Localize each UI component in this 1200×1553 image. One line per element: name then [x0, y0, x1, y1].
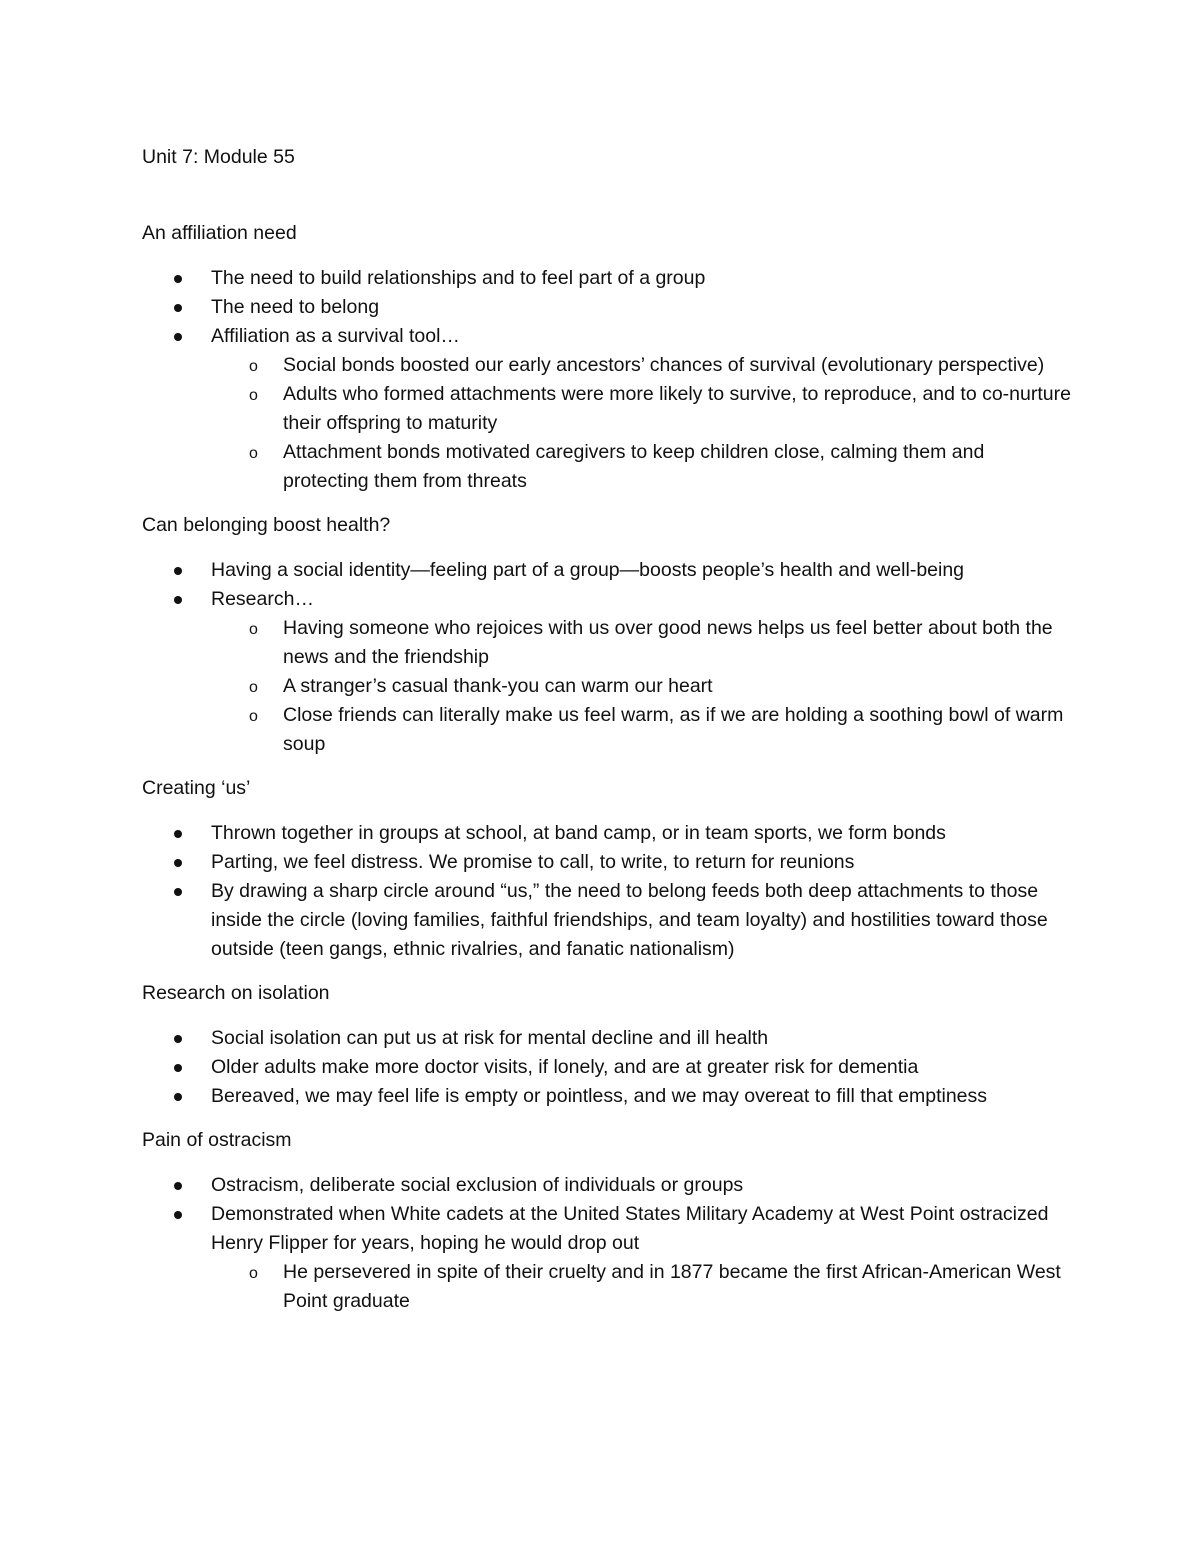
bullet-text: Demonstrated when White cadets at the United States Military Academy at West Point ostracized Henry Flipper for years, hoping he would drop out	[211, 1203, 1049, 1254]
sub-bullet-text: Attachment bonds motivated caregivers to keep children close, calming them and protecting them from threats	[283, 441, 985, 492]
bullet-dot-icon	[174, 304, 182, 312]
bullet-list	[142, 1024, 1072, 1111]
bullet-item	[142, 293, 1072, 322]
bullet-item	[142, 322, 1072, 496]
bullet-item	[142, 848, 1072, 877]
bullet-dot-icon	[174, 859, 182, 867]
sub-bullet-item	[211, 672, 1072, 701]
circle-bullet-icon: o	[249, 679, 258, 696]
bullet-text: Having a social identity—feeling part of a group—boosts people’s health and well-being	[211, 559, 965, 581]
sub-bullet-list	[211, 351, 1072, 496]
bullet-list	[142, 556, 1072, 759]
section	[142, 1126, 1072, 1316]
bullet-item	[142, 556, 1072, 585]
bullet-text: Parting, we feel distress. We promise to call, to write, to return for reunions	[211, 851, 855, 873]
sub-bullet-item	[211, 380, 1072, 438]
bullet-list	[142, 819, 1072, 964]
bullet-item	[142, 585, 1072, 759]
sub-bullet-text: Social bonds boosted our early ancestors’ chances of survival (evolutionary perspective)	[283, 354, 1045, 376]
bullet-text: Older adults make more doctor visits, if lonely, and are at greater risk for dementia	[211, 1056, 919, 1078]
bullet-text: Social isolation can put us at risk for mental decline and ill health	[211, 1027, 769, 1049]
bullet-dot-icon	[174, 596, 182, 604]
circle-bullet-icon: o	[249, 358, 258, 375]
bullet-dot-icon	[174, 333, 182, 341]
bullet-text: Bereaved, we may feel life is empty or pointless, and we may overeat to fill that emptiness	[211, 1085, 988, 1107]
section	[142, 511, 1072, 759]
section-heading: Can belonging boost health?	[142, 514, 391, 536]
sub-bullet-item	[211, 614, 1072, 672]
document-body	[142, 143, 1072, 1331]
circle-bullet-icon: o	[249, 445, 258, 462]
bullet-dot-icon	[174, 1211, 182, 1219]
section-heading: Research on isolation	[142, 982, 330, 1004]
bullet-dot-icon	[174, 830, 182, 838]
bullet-item	[142, 1053, 1072, 1082]
sub-bullet-text: He persevered in spite of their cruelty and in 1877 became the first African-American West Point graduate	[283, 1261, 1061, 1312]
sub-bullet-item	[211, 438, 1072, 496]
bullet-item	[142, 1024, 1072, 1053]
bullet-dot-icon	[174, 1093, 182, 1101]
bullet-dot-icon	[174, 275, 182, 283]
bullet-item	[142, 1200, 1072, 1316]
section-heading: An affiliation need	[142, 222, 297, 244]
circle-bullet-icon: o	[249, 708, 258, 725]
sub-bullet-list	[211, 1258, 1072, 1316]
document-title: Unit 7: Module 55	[142, 146, 295, 168]
circle-bullet-icon: o	[249, 387, 258, 404]
section	[142, 774, 1072, 964]
sub-bullet-item	[211, 351, 1072, 380]
sub-bullet-item	[211, 701, 1072, 759]
section-list	[142, 219, 1072, 1316]
bullet-dot-icon	[174, 888, 182, 896]
section-heading: Creating ‘us’	[142, 777, 251, 799]
bullet-item	[142, 1171, 1072, 1200]
bullet-list	[142, 264, 1072, 496]
section-heading: Pain of ostracism	[142, 1129, 292, 1151]
bullet-item	[142, 264, 1072, 293]
bullet-text: The need to build relationships and to feel part of a group	[211, 267, 706, 289]
sub-bullet-text: Close friends can literally make us feel warm, as if we are holding a soothing bowl of warm soup	[283, 704, 1064, 755]
bullet-text: Affiliation as a survival tool…	[211, 325, 460, 347]
bullet-list	[142, 1171, 1072, 1316]
sub-bullet-text: Having someone who rejoices with us over good news helps us feel better about both the news and the friendship	[283, 617, 1053, 668]
bullet-text: Research…	[211, 588, 314, 610]
bullet-item	[142, 1082, 1072, 1111]
section	[142, 219, 1072, 496]
bullet-text: By drawing a sharp circle around “us,” the need to belong feeds both deep attachments to those inside the circle (loving families, faithful friendships, and team loyalty) and hostilities toward those outside (teen gangs, ethnic rivalries, and fanatic nationalism)	[211, 880, 1048, 960]
bullet-text: Thrown together in groups at school, at band camp, or in team sports, we form bonds	[211, 822, 946, 844]
sub-bullet-item	[211, 1258, 1072, 1316]
sub-bullet-list	[211, 614, 1072, 759]
sub-bullet-text: A stranger’s casual thank-you can warm our heart	[283, 675, 713, 697]
circle-bullet-icon: o	[249, 621, 258, 638]
section	[142, 979, 1072, 1111]
bullet-item	[142, 877, 1072, 964]
bullet-item	[142, 819, 1072, 848]
bullet-dot-icon	[174, 1182, 182, 1190]
bullet-dot-icon	[174, 1064, 182, 1072]
circle-bullet-icon: o	[249, 1265, 258, 1282]
bullet-text: Ostracism, deliberate social exclusion of individuals or groups	[211, 1174, 744, 1196]
sub-bullet-text: Adults who formed attachments were more likely to survive, to reproduce, and to co-nurture their offspring to maturity	[283, 383, 1071, 434]
bullet-text: The need to belong	[211, 296, 380, 318]
bullet-dot-icon	[174, 1035, 182, 1043]
bullet-dot-icon	[174, 567, 182, 575]
